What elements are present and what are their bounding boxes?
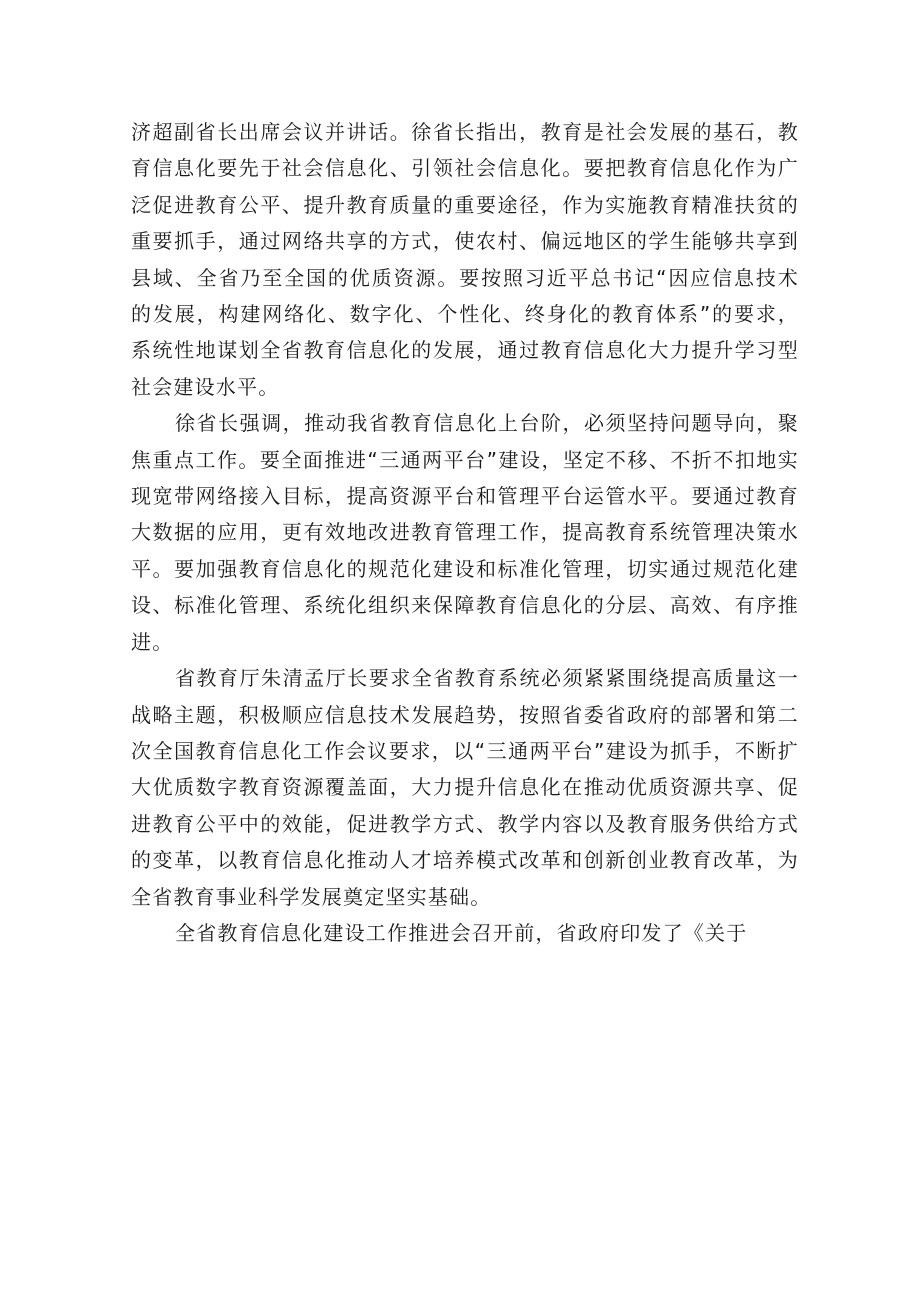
document-body (131, 114, 799, 951)
paragraph-2: 徐省长强调，推动我省教育信息化上台阶，必须坚持问题导向，聚焦重点工作。要全面推进“三通两平台”建设，坚定不移、不折不扣地实现宽带网络接入目标，提高资源平台和管理平台运管水平。要通过教育大数据的应用，更有效地改进教育管理工作，提高教育系统管理决策水平。要加强教育信息化的规范化建设和标准化管理，切实通过规范化建设、标准化管理、系统化组织来保障教育信息化的分层、高效、有序推进。 (131, 411, 799, 654)
paragraph-3: 省教育厅朱清孟厅长要求全省教育系统必须紧紧围绕提高质量这一战略主题，积极顺应信息技术发展趋势，按照省委省政府的部署和第二次全国教育信息化工作会议要求，以“三通两平台”建设为抓手，不断扩大优质数字教育资源覆盖面，大力提升信息化在推动优质资源共享、促进教育公平中的效能，促进教学方式、教学内容以及教育服务供给方式的变革，以教育信息化推动人才培养模式改革和创新创业教育改革，为全省教育事业科学发展奠定坚实基础。 (131, 666, 799, 909)
paragraph-4: 全省教育信息化建设工作推进会召开前，省政府印发了《关于 (175, 920, 748, 945)
paragraph-1: 济超副省长出席会议并讲话。徐省长指出，教育是社会发展的基石，教育信息化要先于社会信息化、引领社会信息化。要把教育信息化作为广泛促进教育公平、提升教育质量的重要途径，作为实施教育精准扶贫的重要抓手，通过网络共享的方式，使农村、偏远地区的学生能够共享到县域、全省乃至全国的优质资源。要按照习近平总书记“因应信息技术的发展，构建网络化、数字化、个性化、终身化的教育体系”的要求，系统性地谋划全省教育信息化的发展，通过教育信息化大力提升学习型社会建设水平。 (131, 120, 799, 399)
